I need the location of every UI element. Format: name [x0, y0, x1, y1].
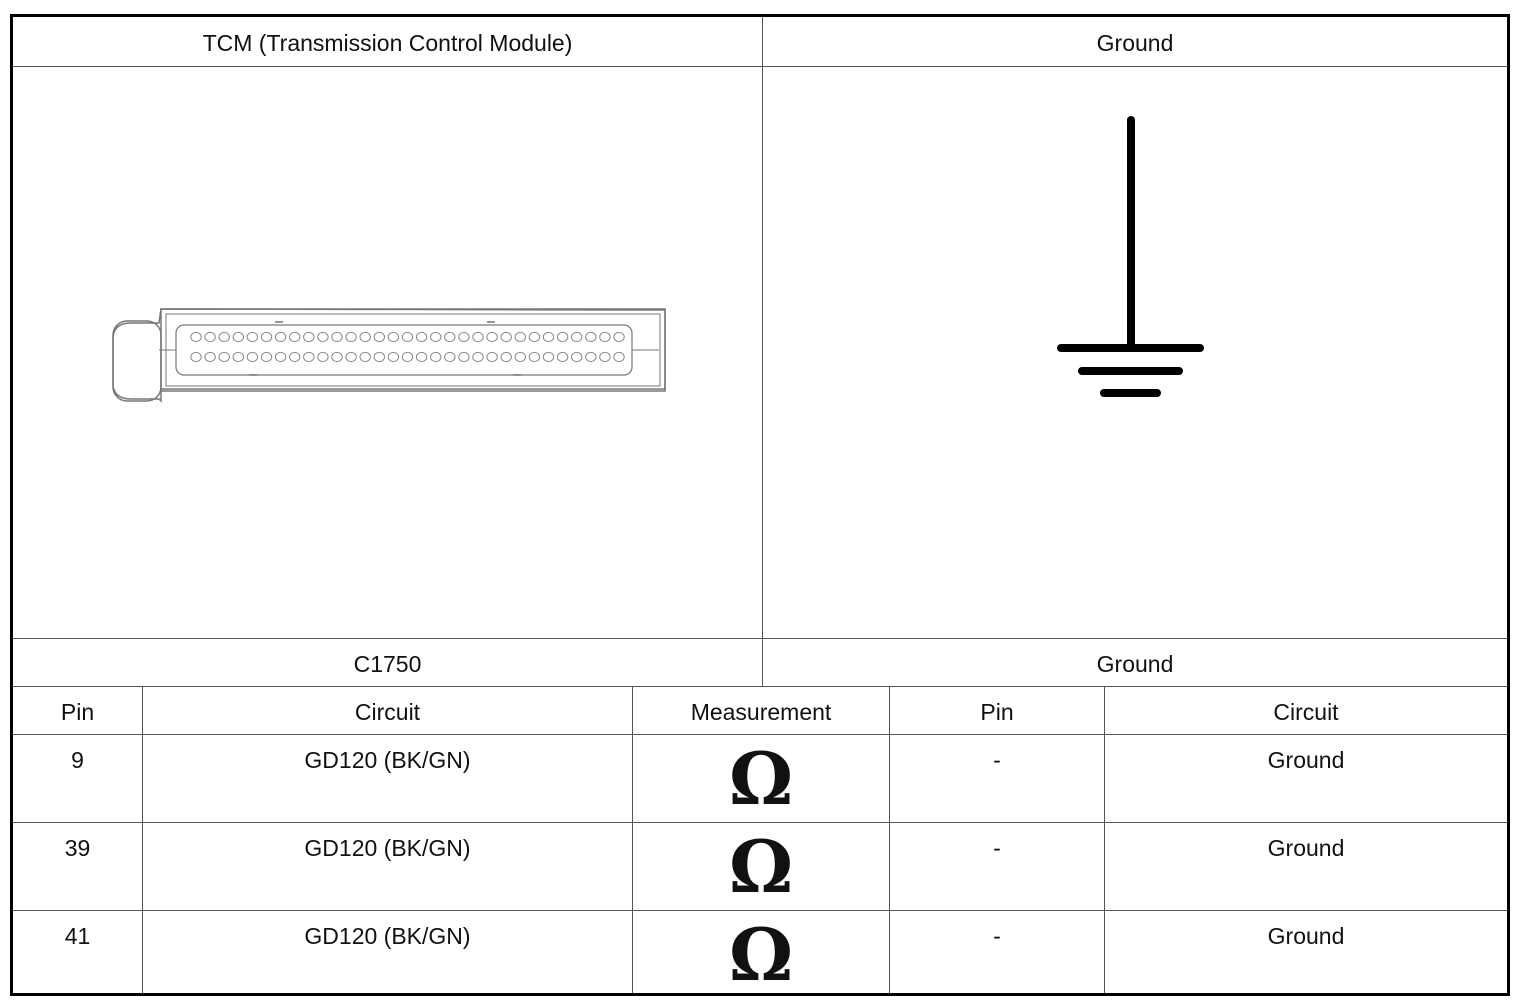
measurement-cell — [633, 911, 890, 997]
circuit-value: GD120 (BK/GN) — [304, 923, 471, 949]
ground-symbol-icon — [763, 67, 1507, 638]
ohm-icon: Ω — [728, 736, 794, 821]
table-row — [13, 735, 143, 823]
col-header-circuit-label: Circuit — [354, 699, 421, 725]
circuit2-cell — [1105, 911, 1507, 993]
ohm-icon: Ω — [728, 824, 794, 909]
col-header-measurement-label: Measurement — [690, 699, 832, 725]
pin-value: 9 — [71, 747, 84, 773]
pin2-value: - — [993, 747, 1001, 773]
circuit-cell — [143, 735, 633, 823]
pin2-cell — [890, 823, 1105, 911]
circuit-cell — [143, 823, 633, 911]
header-tcm — [13, 17, 763, 67]
pin2-cell — [890, 911, 1105, 993]
connector-id-label: C1750 — [353, 651, 422, 677]
pin-value: 39 — [64, 835, 91, 861]
subheader-ground-label: Ground — [1096, 651, 1174, 677]
circuit-value: GD120 (BK/GN) — [304, 747, 471, 773]
tcm-figure-cell — [13, 67, 763, 639]
ohm-icon: Ω — [728, 912, 794, 997]
header-ground-label: Ground — [1096, 30, 1174, 56]
pin-value: 41 — [64, 923, 91, 949]
table-row — [13, 911, 143, 993]
subheader-connector — [13, 639, 763, 687]
tcm-connector-icon — [13, 67, 762, 638]
header-tcm-label: TCM (Transmission Control Module) — [202, 30, 573, 56]
circuit2-value: Ground — [1267, 923, 1345, 949]
circuit-value: GD120 (BK/GN) — [304, 835, 471, 861]
circuit2-cell — [1105, 735, 1507, 823]
col-header-circuit2-label: Circuit — [1273, 699, 1339, 725]
col-header-circuit2 — [1105, 687, 1507, 735]
col-header-pin2-label: Pin — [980, 699, 1014, 725]
col-header-pin2 — [890, 687, 1105, 735]
table-row — [13, 823, 143, 911]
col-header-circuit — [143, 687, 633, 735]
circuit2-cell — [1105, 823, 1507, 911]
measurement-cell — [633, 823, 890, 911]
circuit2-value: Ground — [1267, 747, 1345, 773]
header-ground — [763, 17, 1507, 67]
col-header-pin — [13, 687, 143, 735]
pin2-value: - — [993, 923, 1001, 949]
ground-figure-cell — [763, 67, 1507, 639]
col-header-pin-label: Pin — [60, 699, 95, 725]
measurement-cell — [633, 735, 890, 823]
col-header-measurement — [633, 687, 890, 735]
circuit-cell — [143, 911, 633, 993]
circuit2-value: Ground — [1267, 835, 1345, 861]
subheader-ground — [763, 639, 1507, 687]
pinout-table — [10, 14, 1510, 996]
pin2-value: - — [993, 835, 1001, 861]
pin2-cell — [890, 735, 1105, 823]
